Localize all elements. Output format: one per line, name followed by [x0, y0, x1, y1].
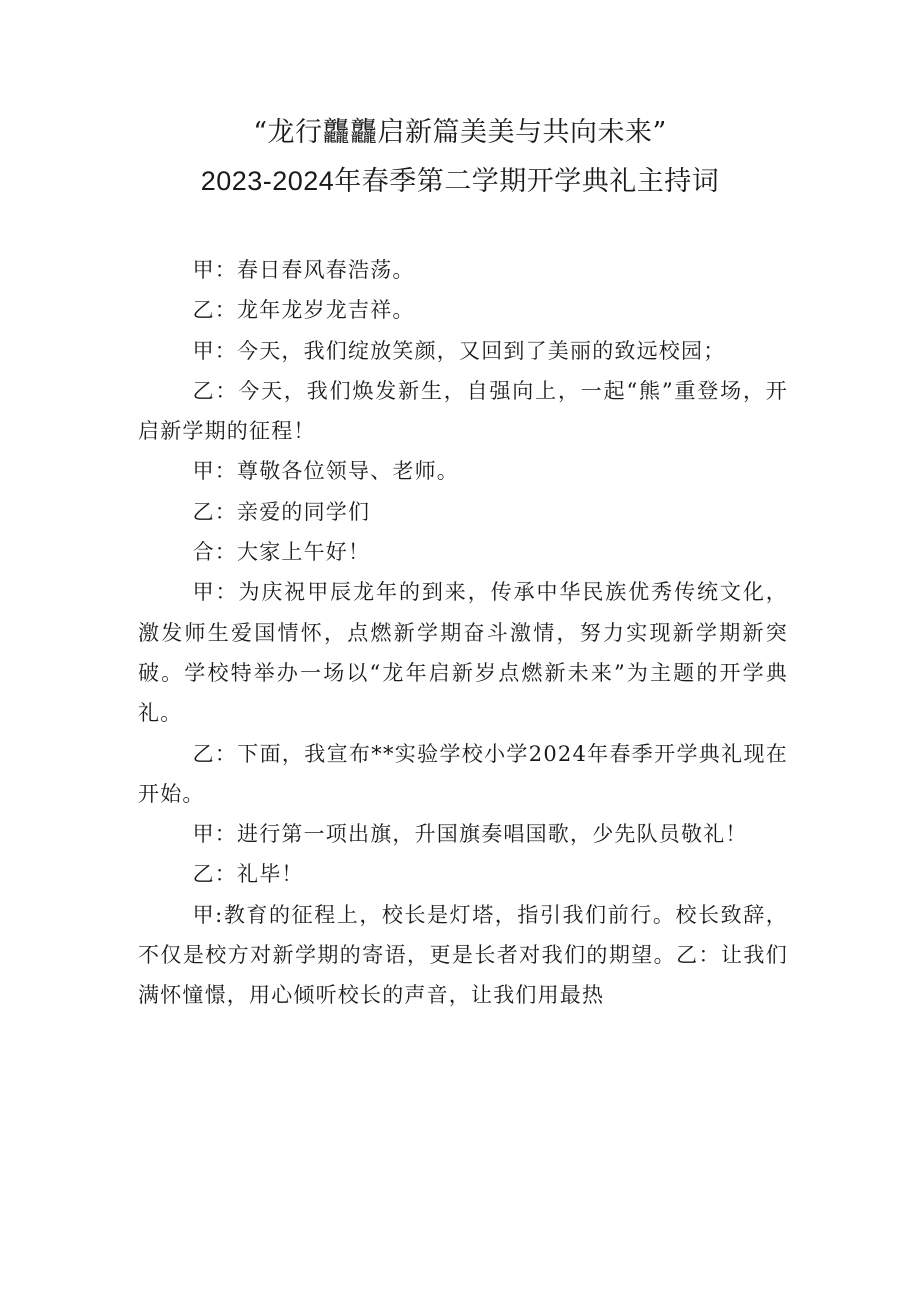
- paragraph: 甲：为庆祝甲辰龙年的到来，传承中华民族优秀传统文化，激发师生爱国情怀，点燃新学期奋斗激情，努力实现新学期新突破。学校特举办一场以“龙年启新岁点燃新未来”为主题的开学典礼。: [138, 580, 788, 726]
- paragraph: 乙：礼毕！: [192, 862, 304, 887]
- paragraph: 乙：今天，我们焕发新生，自强向上，一起“熊”重登场，开启新学期的征程！: [138, 378, 788, 444]
- document-body: [138, 250, 788, 1016]
- paragraph: 乙：下面，我宣布**实验学校小学2024年春季开学典礼现在开始。: [138, 741, 788, 806]
- paragraph: 甲：尊敬各位领导、老师。: [192, 459, 459, 484]
- document-title: [0, 112, 920, 202]
- paragraph: 乙：龙年龙岁龙吉祥。: [192, 298, 415, 323]
- paragraph: 甲：今天，我们绽放笑颜，又回到了美丽的致远校园；: [192, 338, 726, 363]
- paragraph: 乙：亲爱的同学们: [192, 499, 371, 524]
- title-line-1: “龙行龘龘启新篇美美与共向未来”: [253, 117, 667, 148]
- paragraph: 甲：进行第一项出旗，升国旗奏唱国歌，少先队员敬礼！: [192, 822, 748, 847]
- paragraph: 甲:教育的征程上，校长是灯塔，指引我们前行。校长致辞，不仅是校方对新学期的寄语，更是长者对我们的期望。乙：让我们满怀憧憬，用心倾听校长的声音，让我们用最热: [138, 902, 788, 1008]
- title-line-2: 2023-2024年春季第二学期开学典礼主持词: [200, 166, 720, 196]
- paragraph: 甲：春日春风春浩荡。: [192, 258, 415, 282]
- paragraph: 合：大家上午好！: [192, 540, 371, 565]
